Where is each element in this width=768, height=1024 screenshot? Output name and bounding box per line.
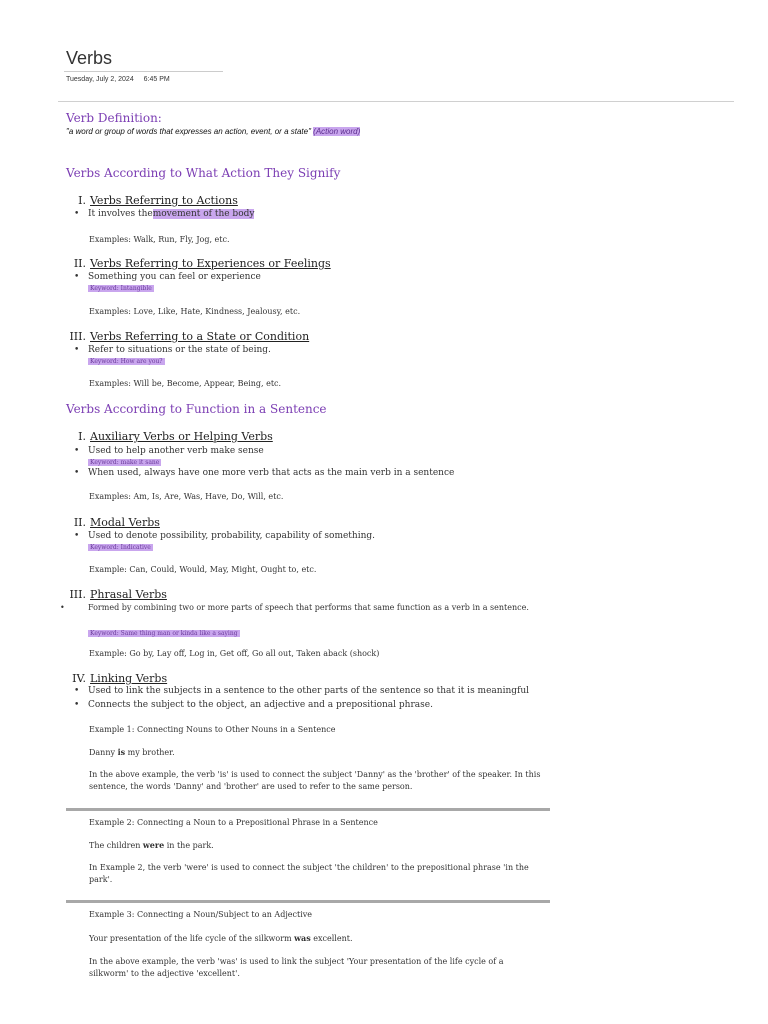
linking-verb: were <box>142 840 165 850</box>
outline-label: Linking Verbs <box>90 672 168 685</box>
bullet-item[interactable]: • Used to help another verb make sense <box>74 446 264 456</box>
bullet-item[interactable]: • When used, always have one more verb that acts as the main verb in a sentence <box>74 468 455 478</box>
highlight: movement of the body <box>152 209 255 219</box>
section-divider <box>66 808 550 811</box>
example-text[interactable]: Example: Can, Could, Would, May, Might, Ought to, etc. <box>89 565 317 574</box>
example-1-title[interactable]: Example 1: Connecting Nouns to Other Nouns in a Sentence <box>89 725 336 734</box>
example-1-explanation[interactable]: In the above example, the verb 'is' is used to connect the subject 'Danny' as the 'brother' of the speaker. In this sentence, the words 'Danny' and 'brother' are used to refer to the same person. <box>89 770 541 791</box>
outline-label: Modal Verbs <box>90 516 160 529</box>
page-title[interactable]: Verbs <box>66 48 113 68</box>
outline-item-state[interactable]: III. Verbs Referring to a State or Condition <box>69 330 310 343</box>
outline-label: Verbs Referring to Experiences or Feelings <box>90 257 331 270</box>
example-text[interactable]: Example: Go by, Lay off, Log in, Get off, Go all out, Taken aback (shock) <box>89 649 380 658</box>
definition-tag: (Action word) <box>313 127 361 136</box>
keyword-highlight: Keyword: make it sane <box>90 459 160 466</box>
bullet-item[interactable]: • Formed by combining two or more parts of speech that performs that same function as a verb in a sentence. <box>60 603 529 612</box>
outline-item-experiences[interactable]: II. Verbs Referring to Experiences or Feelings <box>73 257 331 270</box>
example-text[interactable]: Examples: Walk, Run, Fly, Jog, etc. <box>89 235 230 244</box>
section-heading-function[interactable]: Verbs According to Function in a Sentence <box>66 402 327 416</box>
outline-item-linking[interactable]: IV. Linking Verbs <box>72 672 168 685</box>
example-3-sentence[interactable]: Your presentation of the life cycle of the silkworm was excellent. <box>89 933 353 943</box>
example-2-explanation[interactable]: In Example 2, the verb 'were' is used to connect the subject 'the children' to the prepositional phrase 'in the park'. <box>89 863 529 884</box>
page-time: 6:45 PM <box>143 76 170 83</box>
outline-label: Verbs Referring to Actions <box>90 194 238 207</box>
keyword-highlight: Keyword: How are you? <box>90 358 163 365</box>
bullet-item[interactable]: • Connects the subject to the object, an adjective and a prepositional phrase. <box>74 700 433 710</box>
bullet-item[interactable]: • Used to link the subjects in a sentence to the other parts of the sentence so that it is meaningful <box>74 686 530 696</box>
example-1-sentence[interactable]: Danny is my brother. <box>89 747 175 757</box>
example-text[interactable]: Examples: Am, Is, Are, Was, Have, Do, Will, etc. <box>89 492 284 501</box>
title-underline <box>64 71 223 72</box>
example-text[interactable]: Examples: Will be, Become, Appear, Being, etc. <box>89 379 282 388</box>
linking-verb: is <box>117 747 126 757</box>
bullet-item[interactable]: • Refer to situations or the state of being. <box>74 345 271 355</box>
keyword-highlight: Keyword: Intangible <box>90 285 152 292</box>
definition-quote-text: "a word or group of words that expresses an action, event, or a state" <box>66 127 311 136</box>
bullet-item[interactable]: • Something you can feel or experience <box>74 272 261 282</box>
example-3-explanation[interactable]: In the above example, the verb 'was' is used to link the subject 'Your presentation of the life cycle of a silkworm' to the adjective 'excellent'. <box>89 957 504 978</box>
example-text[interactable]: Examples: Love, Like, Hate, Kindness, Jealousy, etc. <box>89 307 301 316</box>
keyword-highlight: Keyword: Same thing man or kinda like a saying <box>90 630 238 637</box>
outline-item-auxiliary[interactable]: I. Auxiliary Verbs or Helping Verbs <box>78 430 273 443</box>
keyword-highlight: Keyword: Indicative <box>90 544 151 551</box>
page-timestamp <box>66 76 178 83</box>
definition-title[interactable]: Verb Definition: <box>66 111 162 125</box>
bullet-item[interactable]: • It involves themovement of the body <box>74 209 255 219</box>
outline-label: Verbs Referring to a State or Condition <box>90 330 310 343</box>
page-date: Tuesday, July 2, 2024 <box>66 76 134 83</box>
example-3-title[interactable]: Example 3: Connecting a Noun/Subject to an Adjective <box>89 910 313 919</box>
outline-item-modal[interactable]: II. Modal Verbs <box>73 516 160 529</box>
example-2-title[interactable]: Example 2: Connecting a Noun to a Prepositional Phrase in a Sentence <box>89 818 378 827</box>
bullet-item[interactable]: • Used to denote possibility, probability, capability of something. <box>74 531 376 541</box>
section-divider <box>66 900 550 903</box>
outline-label: Auxiliary Verbs or Helping Verbs <box>90 430 273 443</box>
outline-item-phrasal[interactable]: III. Phrasal Verbs <box>69 588 167 601</box>
outline-label: Phrasal Verbs <box>90 588 167 601</box>
definition-quote[interactable] <box>66 127 360 136</box>
outline-item-actions[interactable]: I. Verbs Referring to Actions <box>78 194 238 207</box>
note-container-top-border <box>58 101 734 102</box>
linking-verb: was <box>294 933 311 943</box>
section-heading-action[interactable]: Verbs According to What Action They Signify <box>66 166 341 180</box>
example-2-sentence[interactable]: The children were in the park. <box>89 840 214 850</box>
